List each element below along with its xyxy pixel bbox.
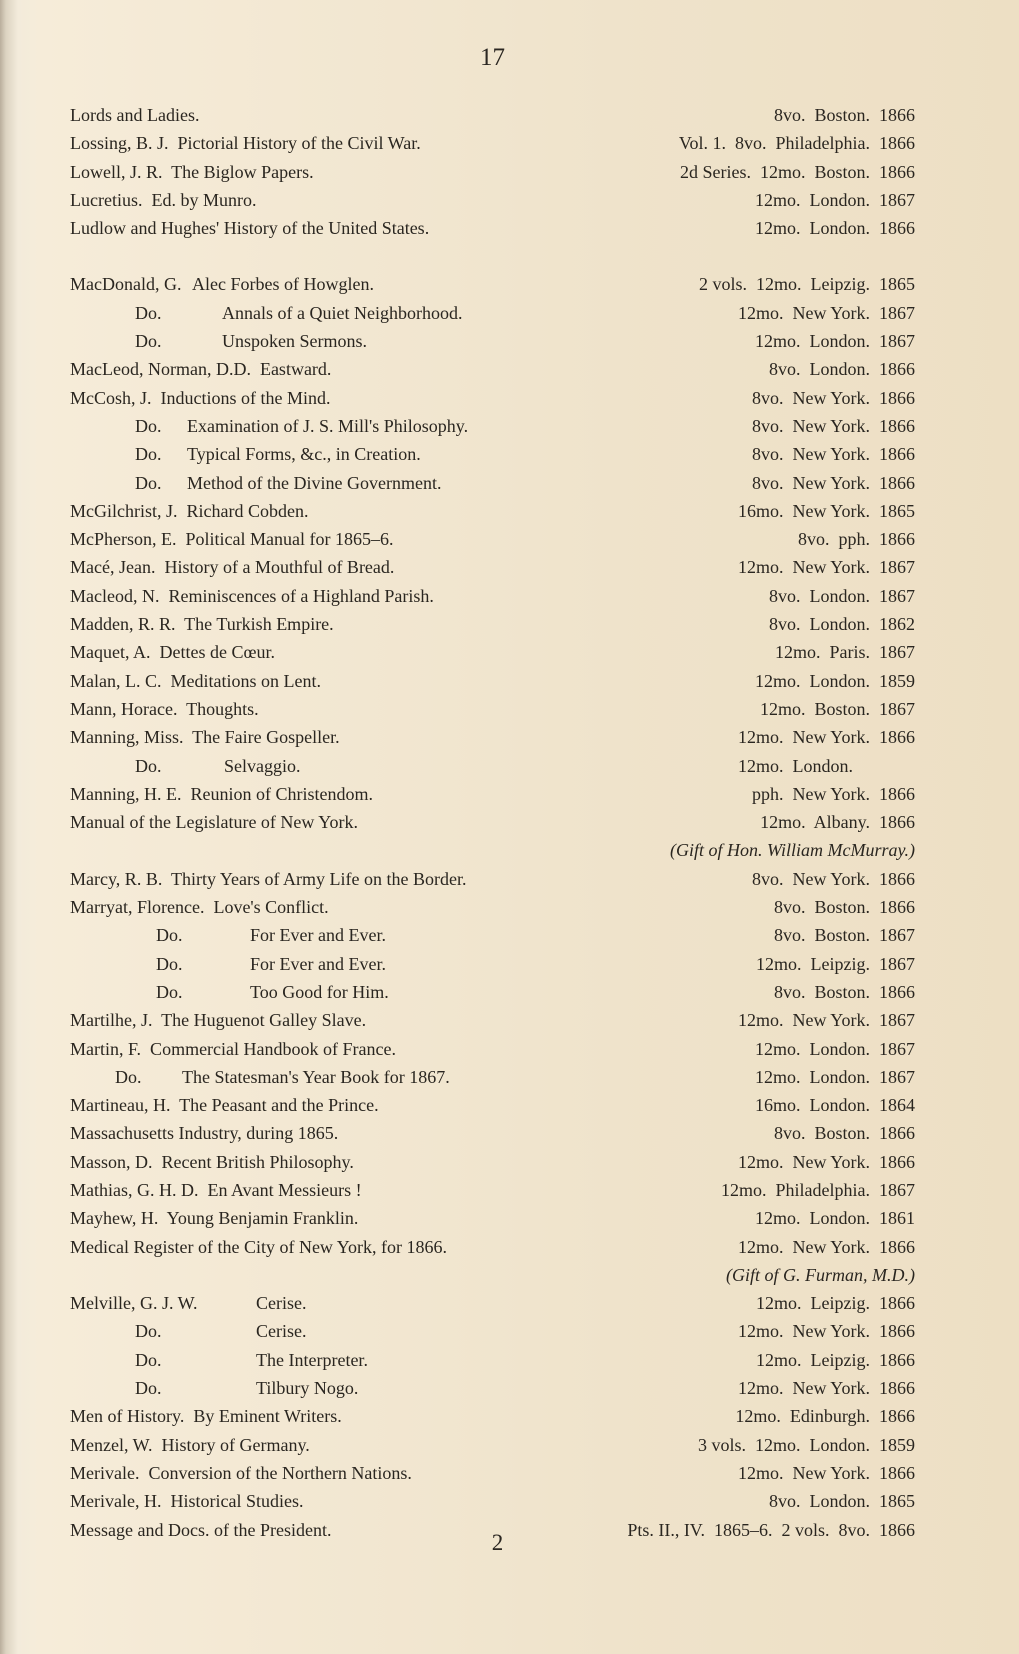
entry-details: 12mo. New York. 1866 [737,1462,915,1483]
entry-title: Too Good for Him. [250,981,389,1002]
entry-details: 12mo. London. 1867 [755,189,915,210]
catalog-entry [70,1035,915,1063]
gift-note: (Gift of G. Furman, M.D.) [726,1264,915,1285]
entry-text: Manual of the Legislature of New York. [70,812,358,833]
entry-details: 12mo. Albany. 1866 [760,812,915,833]
catalog-entry [70,1148,915,1176]
entry-details: 12mo. New York. 1866 [737,1378,915,1399]
entry-details: 3 vols. 12mo. London. 1859 [697,1434,915,1455]
entry-text: Macleod, N. Reminiscences of a Highland Parish. [70,585,434,606]
catalog-entry [70,101,915,129]
entry-title: Alec Forbes of Howglen. [192,274,374,295]
entry-details: 12mo. Philadelphia. 1867 [721,1179,915,1200]
entry-details: 12mo. New York. 1867 [737,557,915,578]
entry-text: Marcy, R. B. Thirty Years of Army Life on the Border. [70,868,467,889]
entry-details: 8vo. New York. 1866 [751,387,915,408]
entry-details: 12mo. New York. 1867 [737,1010,915,1031]
entry-text: Lords and Ladies. [70,105,200,125]
catalog-entry [70,384,915,412]
entry-details: 8vo. London. 1866 [769,359,915,380]
catalog-entry [70,893,915,921]
catalog-entry [70,1289,915,1317]
entry-title: The Interpreter. [256,1349,368,1370]
catalog-entry [70,808,915,836]
entry-text: Lucretius. Ed. by Munro. [70,189,257,210]
entry-text: Madden, R. R. The Turkish Empire. [70,614,334,635]
entry-details: 12mo. New York. 1866 [737,727,915,748]
entry-text: Mann, Horace. Thoughts. [70,698,259,719]
catalog-entry [70,214,915,242]
ditto-mark: Do. [135,472,162,493]
page-number: 17 [480,44,505,71]
entry-details: 12mo. Leipzig. 1866 [756,1349,915,1370]
entry-details: 12mo. London. 1866 [755,218,915,239]
entry-details: Vol. 1. 8vo. Philadelphia. 1866 [678,133,915,154]
entry-details: 8vo. Boston. 1866 [773,981,915,1002]
entry-title: Method of the Divine Government. [187,472,442,493]
entry-text: Masson, D. Recent British Philosophy. [70,1151,354,1172]
entry-details: 12mo. London. 1867 [755,1038,915,1059]
entry-text: Mathias, G. H. D. En Avant Messieurs ! [70,1179,362,1200]
entry-title: Tilbury Nogo. [256,1378,359,1399]
section-gap [70,242,915,270]
catalog-entry [70,129,915,157]
catalog-entry [70,978,915,1006]
entry-text: Maquet, A. Dettes de Cœur. [70,642,275,663]
catalog-entry [70,610,915,638]
entry-text: Mayhew, H. Young Benjamin Franklin. [70,1208,359,1229]
entry-details: 12mo. Leipzig. 1867 [756,953,915,974]
entry-details: 12mo. New York. 1866 [737,1321,915,1342]
catalog-entry [70,1431,915,1459]
entry-text: Manning, H. E. Reunion of Christendom. [70,783,373,804]
entry-details: 8vo. pph. 1866 [798,529,915,550]
entry-details: 12mo. Edinburgh. 1866 [735,1406,915,1427]
entry-text: Martilhe, J. The Huguenot Galley Slave. [70,1010,367,1031]
entry-details: 12mo. London. 1867 [755,331,915,352]
entry-text: Lossing, B. J. Pictorial History of the Civil War. [70,133,421,154]
catalog-entry [70,158,915,186]
entry-text: Martineau, H. The Peasant and the Prince. [70,1095,379,1116]
entry-title: For Ever and Ever. [250,925,386,946]
entry-details: 12mo. London. 1859 [755,670,915,691]
ditto-mark: Do. [135,755,162,776]
catalog-entry [70,497,915,525]
catalog-list [70,101,915,1544]
entry-details: 12mo. London. 1861 [755,1208,915,1229]
entry-details: 12mo. London. 1867 [755,1066,915,1087]
entry-details: 12mo. New York. 1867 [737,302,915,323]
entry-text: Malan, L. C. Meditations on Lent. [70,670,321,691]
entry-text: Martin, F. Commercial Handbook of France. [70,1038,396,1059]
entry-text: McGilchrist, J. Richard Cobden. [70,500,309,521]
entry-text: McPherson, E. Political Manual for 1865–6. [70,529,394,550]
entry-text: Lowell, J. R. The Biglow Papers. [70,161,314,182]
catalog-entry [70,667,915,695]
entry-details: 8vo. New York. 1866 [751,415,915,436]
catalog-entry [70,921,915,949]
entry-text: Merivale. Conversion of the Northern Nations. [70,1462,412,1483]
entry-details: 8vo. London. 1865 [769,1491,915,1512]
gift-note-row [70,1261,915,1289]
catalog-entry [70,355,915,383]
catalog-entry [70,440,915,468]
catalog-entry [70,1006,915,1034]
signature-number: 2 [491,1530,504,1555]
entry-details: 8vo. Boston. 1866 [773,1123,915,1144]
catalog-entry [70,1402,915,1430]
entry-text: Marryat, Florence. Love's Conflict. [70,897,329,918]
entry-title: For Ever and Ever. [250,953,386,974]
catalog-entry [70,1346,915,1374]
entry-details: pph. New York. 1866 [751,783,915,804]
ditto-mark: Do. [115,1066,142,1087]
entry-details: 16mo. New York. 1865 [737,500,915,521]
entry-text: McCosh, J. Inductions of the Mind. [70,387,331,408]
catalog-entry [70,1176,915,1204]
ditto-mark: Do. [135,1321,162,1342]
entry-details: 12mo. London. [738,755,853,776]
entry-text: MacLeod, Norman, D.D. Eastward. [70,359,332,380]
entry-title: Cerise. [256,1293,307,1314]
ditto-mark: Do. [156,953,183,974]
ditto-mark: Do. [135,1378,162,1399]
entry-details: 12mo. Paris. 1867 [774,642,915,663]
catalog-entry [70,525,915,553]
entry-details: 8vo. Boston. 1867 [773,925,915,946]
entry-details: 12mo. New York. 1866 [737,1236,915,1257]
catalog-entry [70,1204,915,1232]
ditto-mark: Do. [135,331,162,352]
ditto-mark: Do. [156,925,183,946]
entry-details: 8vo. New York. 1866 [751,868,915,889]
entry-text: Massachusetts Industry, during 1865. [70,1123,339,1144]
entry-author: Melville, G. J. W. [70,1293,198,1314]
catalog-entry [70,1374,915,1402]
ditto-mark: Do. [135,302,162,323]
entry-details: 8vo. Boston. 1866 [773,105,915,125]
entry-details: 2 vols. 12mo. Leipzig. 1865 [699,274,915,295]
catalog-entry [70,723,915,751]
catalog-entry [70,1119,915,1147]
entry-text: Menzel, W. History of Germany. [70,1434,310,1455]
entry-details: 8vo. New York. 1866 [751,444,915,465]
entry-title: Typical Forms, &c., in Creation. [187,444,421,465]
entry-details: 2d Series. 12mo. Boston. 1866 [679,161,915,182]
entry-title: Cerise. [256,1321,307,1342]
gift-note-row [70,836,915,864]
entry-title: The Statesman's Year Book for 1867. [182,1066,450,1087]
ditto-mark: Do. [156,981,183,1002]
entry-details: 12mo. New York. 1866 [737,1151,915,1172]
entry-title: Unspoken Sermons. [222,331,367,352]
entry-details: 8vo. New York. 1866 [751,472,915,493]
entry-details: 16mo. London. 1864 [755,1095,915,1116]
catalog-entry [70,582,915,610]
entry-author: MacDonald, G. [70,274,182,295]
entry-text: Merivale, H. Historical Studies. [70,1491,304,1512]
catalog-entry [70,553,915,581]
catalog-entry [70,1063,915,1091]
catalog-entry [70,270,915,298]
catalog-entry [70,412,915,440]
catalog-entry [70,299,915,327]
catalog-entry [70,1233,915,1261]
gift-note: (Gift of Hon. William McMurray.) [670,840,915,861]
entry-details: 8vo. Boston. 1866 [773,897,915,918]
entry-title: Annals of a Quiet Neighborhood. [222,302,463,323]
ditto-mark: Do. [135,1349,162,1370]
entry-details: 12mo. Leipzig. 1866 [756,1293,915,1314]
catalog-entry [70,865,915,893]
entry-title: Selvaggio. [224,755,301,776]
entry-details: 8vo. London. 1862 [769,614,915,635]
catalog-entry [70,1091,915,1119]
entry-text: Ludlow and Hughes' History of the United States. [70,218,430,239]
catalog-entry [70,1317,915,1345]
catalog-entry [70,780,915,808]
catalog-entry [70,327,915,355]
entry-text: Men of History. By Eminent Writers. [70,1406,342,1427]
entry-text: Manning, Miss. The Faire Gospeller. [70,727,340,748]
catalog-entry [70,1487,915,1515]
signature-mark [0,1530,1019,1556]
catalog-entry [70,695,915,723]
catalog-entry [70,752,915,780]
entry-text: Message and Docs. of the President. [70,1519,332,1540]
catalog-entry [70,950,915,978]
catalog-entry [70,1459,915,1487]
entry-title: Examination of J. S. Mill's Philosophy. [187,415,469,436]
ditto-mark: Do. [135,444,162,465]
catalog-entry [70,638,915,666]
catalog-entry [70,186,915,214]
entry-details: Pts. II., IV. 1865–6. 2 vols. 8vo. 1866 [627,1519,915,1540]
entry-text: Medical Register of the City of New York, for 1866. [70,1236,447,1257]
catalog-entry [70,469,915,497]
entry-text: Macé, Jean. History of a Mouthful of Bread. [70,557,395,578]
entry-details: 12mo. Boston. 1867 [759,698,915,719]
ditto-mark: Do. [135,415,162,436]
entry-details: 8vo. London. 1867 [769,585,915,606]
